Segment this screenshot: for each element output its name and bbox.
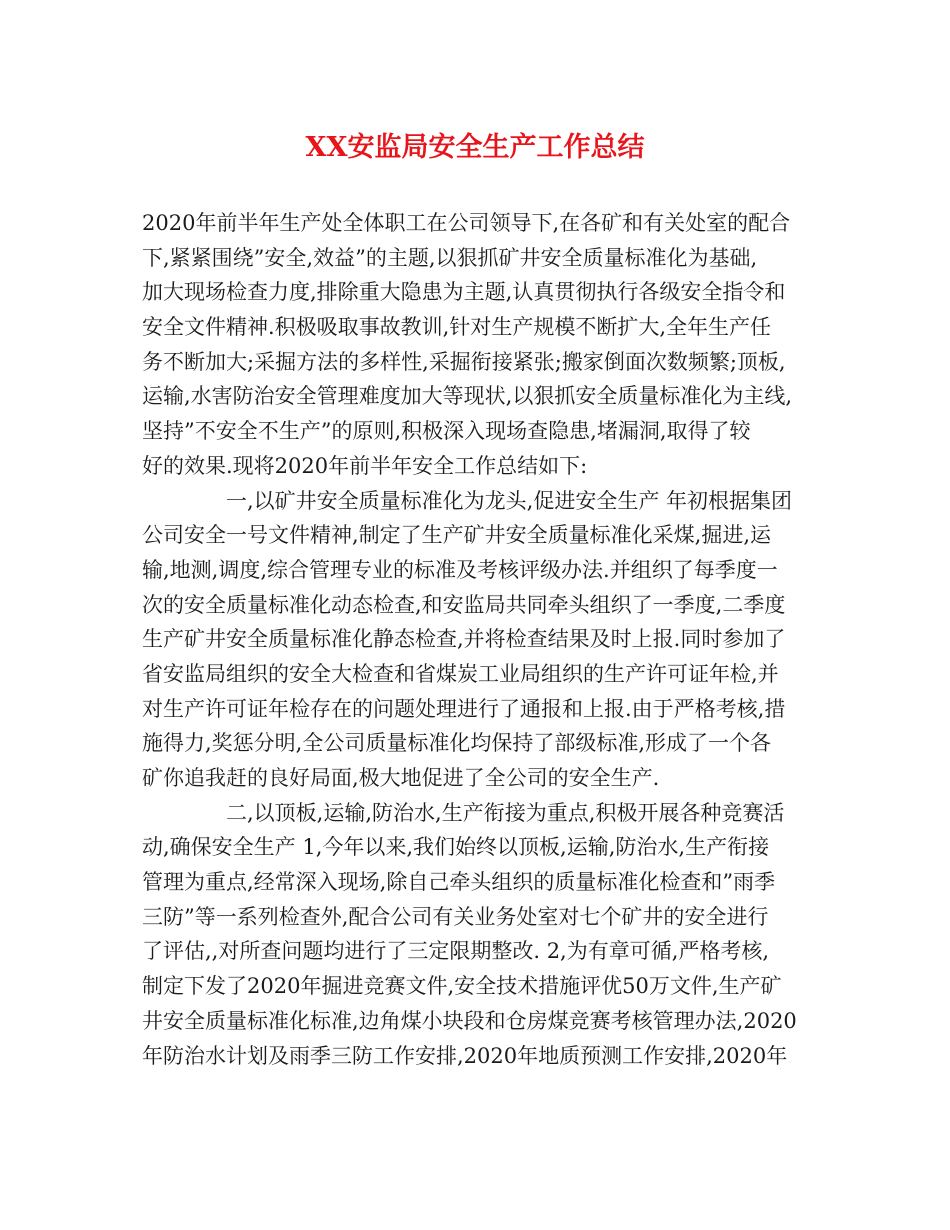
body-line: 2020年前半年生产处全体职工在公司领导下,在各矿和有关处室的配合: [142, 211, 791, 235]
body-line: 管理为重点,经常深入现场,除自己牵头组织的质量标准化检查和”雨季: [142, 870, 776, 895]
body-line: 坚持”不安全不生产”的原则,积极深入现场查隐患,堵漏洞,取得了较: [142, 419, 751, 444]
body-line: 生产矿井安全质量标准化静态检查,并将检查结果及时上报.同时参加了: [142, 627, 786, 652]
document-title: XX安监局安全生产工作总结: [305, 132, 645, 163]
body-line: 矿你追我赶的良好局面,极大地促进了全公司的安全生产.: [142, 766, 660, 790]
body-line: 务不断加大;采掘方法的多样性,采掘衔接紧张;搬家倒面次数频繁;顶板,: [142, 349, 786, 374]
body-line: 年防治水计划及雨季三防工作安排,2020年地质预测工作安排,2020年: [142, 1043, 788, 1068]
body-line: 下,紧紧围绕”安全,效益”的主题,以狠抓矿井安全质量标准化为基础,: [142, 245, 758, 270]
body-line: 省安监局组织的安全大检查和省煤炭工业局组织的生产许可证年检,并: [142, 661, 779, 686]
body-line: 公司安全一号文件精神,制定了生产矿井安全质量标准化采煤,掘进,运: [142, 523, 772, 548]
body-line: 输,地测,调度,综合管理专业的标准及考核评级办法.并组织了每季度一: [142, 557, 778, 582]
body-line: 二,以顶板,运输,防治水,生产衔接为重点,积极开展各种竞赛活: [226, 800, 785, 825]
body-line: 三防”等一系列检查外,配合公司有关业务处室对七个矿井的安全进行: [142, 904, 769, 929]
body-line: 动,确保安全生产 1,今年以来,我们始终以顶板,运输,防治水,生产衔接: [142, 835, 770, 860]
body-line: 对生产许可证年检存在的问题处理进行了通报和上报.由于严格考核,措: [142, 696, 786, 721]
body-line: 加大现场检查力度,排除重大隐患为主题,认真贯彻执行各级安全指令和: [142, 280, 786, 305]
body-line: 运输,水害防治安全管理难度加大等现状,以狠抓安全质量标准化为主线,: [142, 384, 793, 409]
body-line: 了评估,,对所查问题均进行了三定限期整改. 2,为有章可循,严格考核,: [142, 939, 770, 964]
body-line: 制定下发了2020年掘进竞赛文件,安全技术措施评优50万文件,生产矿: [142, 974, 782, 999]
body-line: 施得力,奖惩分明,全公司质量标准化均保持了部级标准,形成了一个各: [142, 731, 772, 756]
body-line: 一,以矿井安全质量标准化为龙头,促进安全生产 年初根据集团: [226, 488, 793, 513]
body-line: 安全文件精神.积极吸取事故教训,针对生产规模不断扩大,全年生产任: [142, 315, 772, 340]
body-line: 好的效果.现将2020年前半年安全工作总结如下:: [142, 453, 588, 478]
body-line: 次的安全质量标准化动态检查,和安监局共同牵头组织了一季度,二季度: [142, 592, 786, 617]
body-line: 井安全质量标准化标准,边角煤小块段和仓房煤竞赛考核管理办法,2020: [142, 1008, 797, 1033]
document-body: [142, 206, 842, 1073]
